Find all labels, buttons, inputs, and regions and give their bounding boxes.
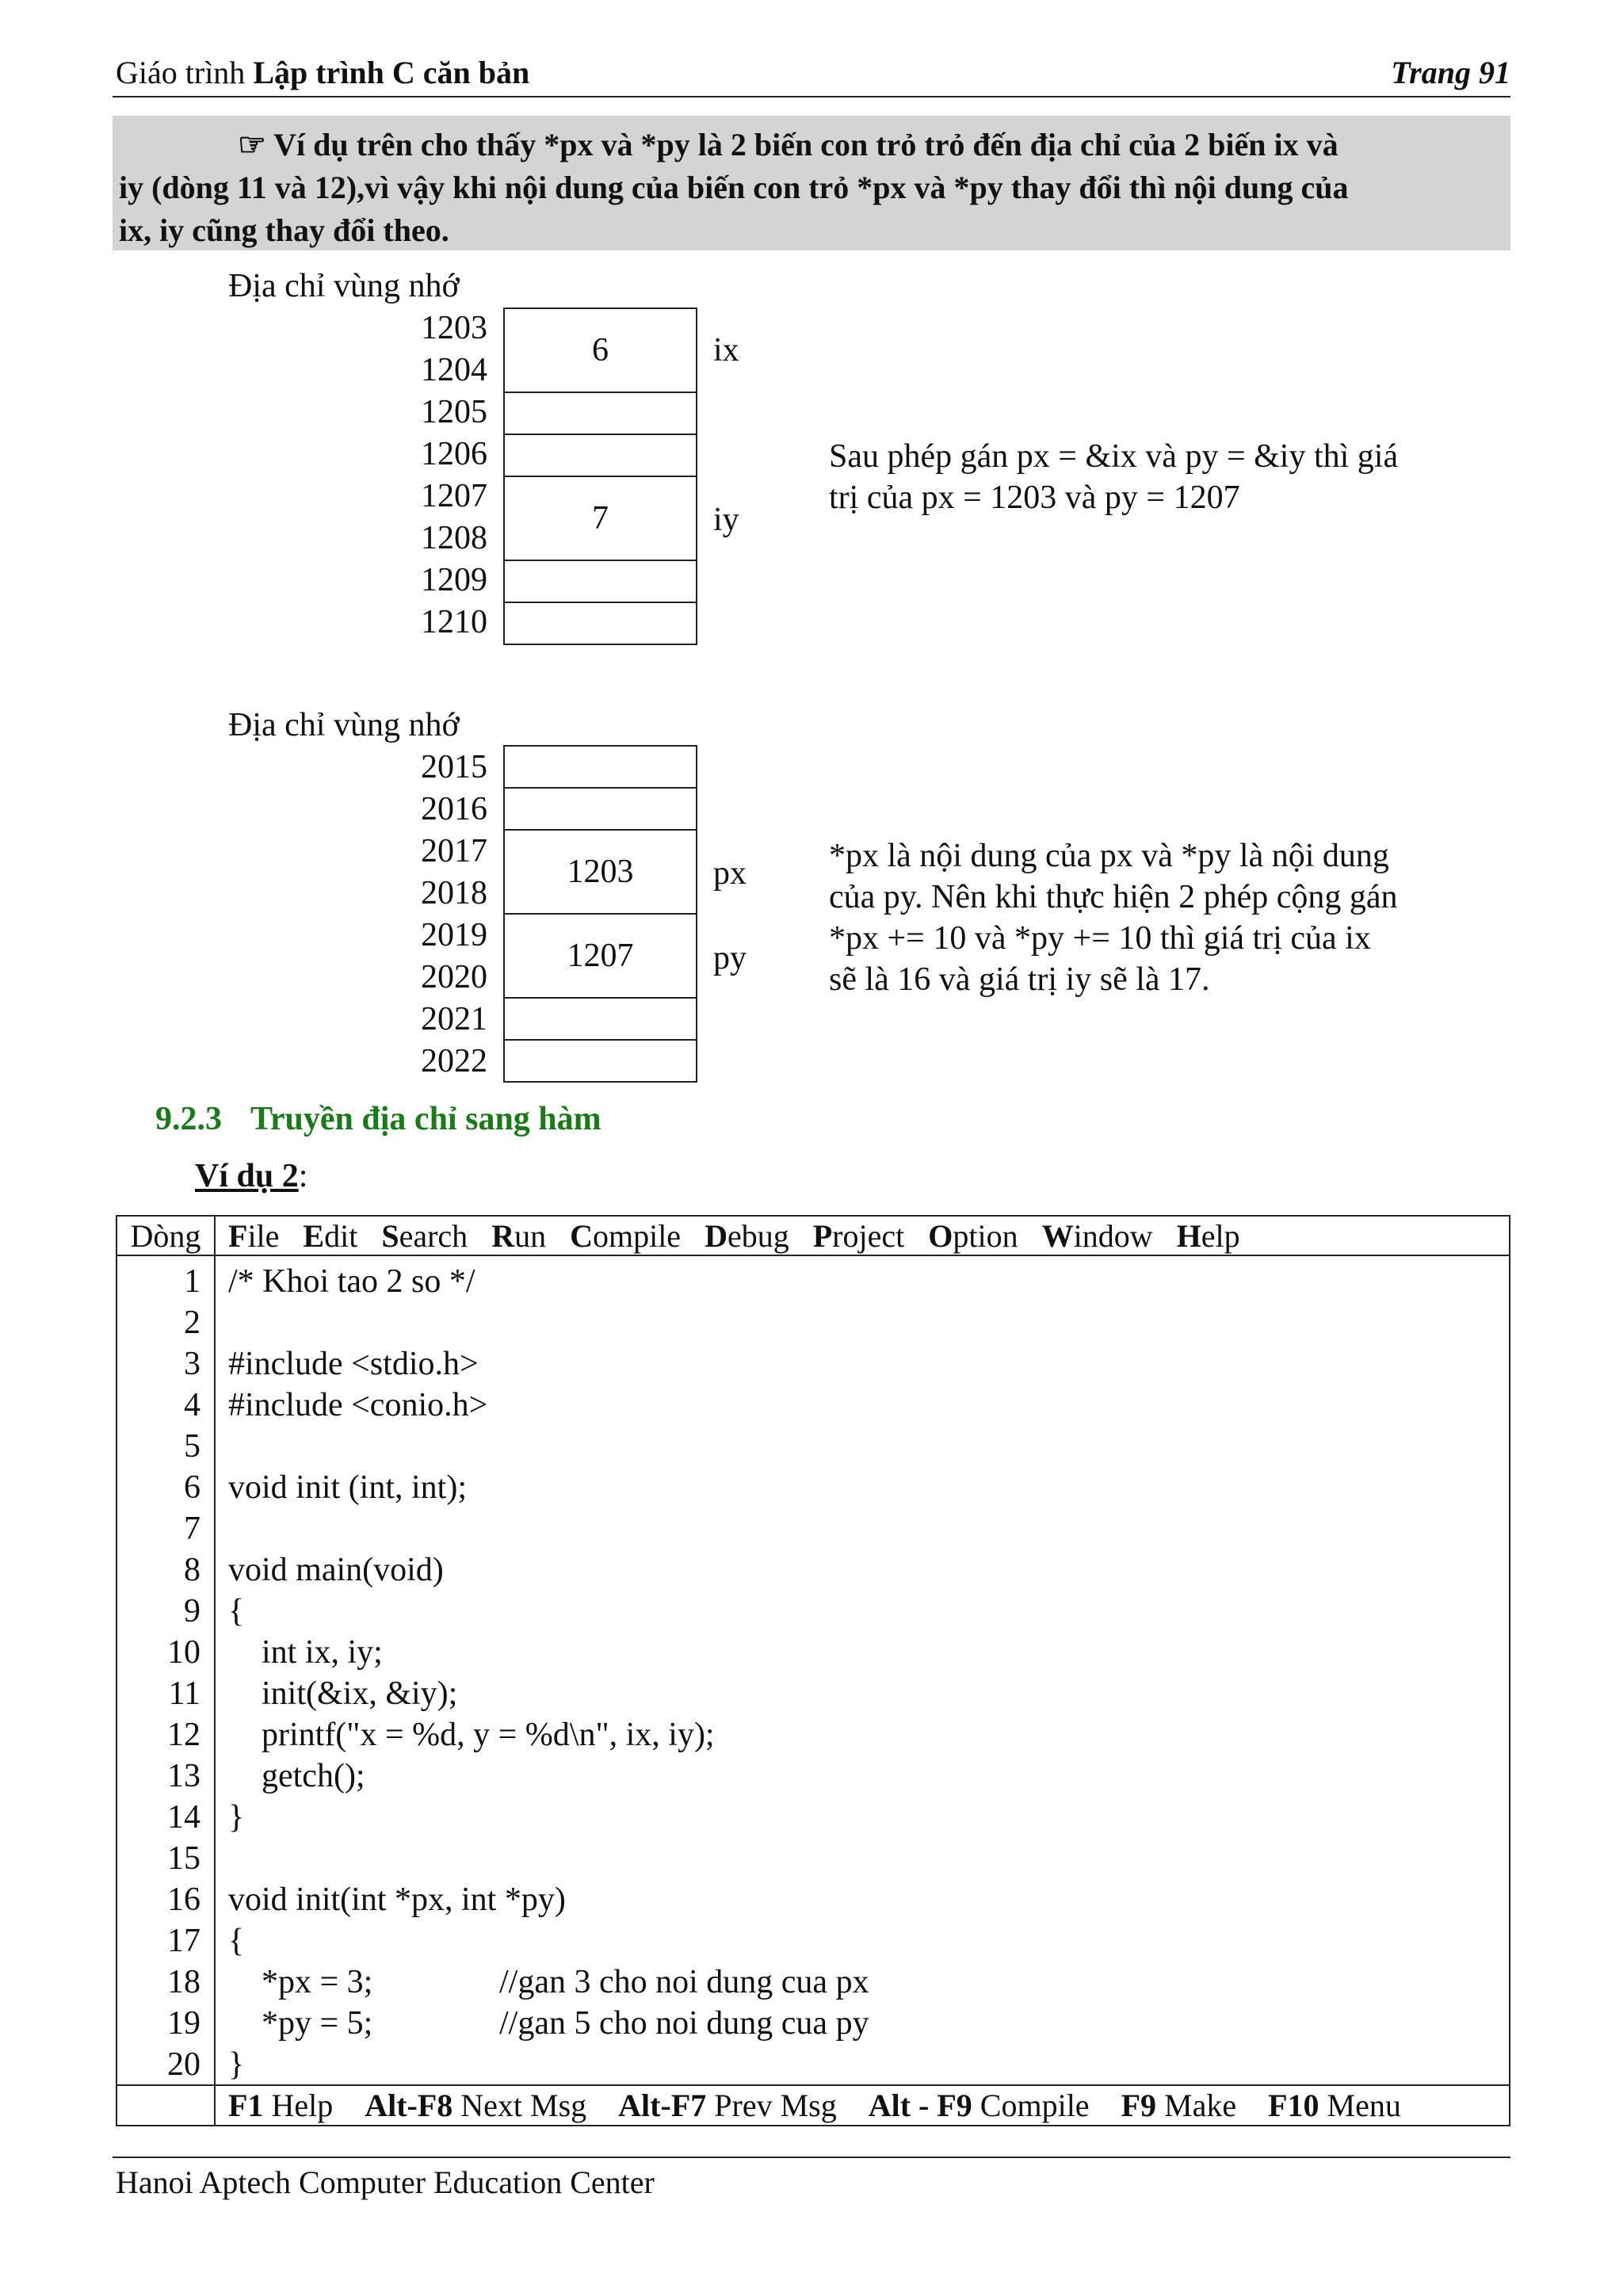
header-rule xyxy=(113,96,1510,97)
section-title: Truyền địa chỉ sang hàm xyxy=(250,1101,601,1137)
address-label: 2017 xyxy=(421,833,487,869)
line-number: 19 xyxy=(167,2005,200,2042)
pointing-hand-icon: ☞ xyxy=(238,127,266,162)
line-number: 9 xyxy=(184,1593,200,1629)
cell-value: 6 xyxy=(592,332,609,369)
code-line: #include <conio.h> xyxy=(228,1387,488,1423)
menu-search[interactable]: Search xyxy=(381,1218,468,1254)
menu-compile[interactable]: Compile xyxy=(570,1218,682,1254)
line-number: 3 xyxy=(184,1346,200,1382)
variable-label: px xyxy=(713,855,747,892)
menu-project[interactable]: Project xyxy=(812,1218,905,1254)
example-colon: : xyxy=(298,1158,308,1194)
header-course-title: Lập trình C căn bản xyxy=(253,55,530,90)
note-line-1 xyxy=(119,124,1504,166)
code-line: int ix, iy; xyxy=(228,1634,383,1671)
code-line: } xyxy=(228,1799,245,1836)
footer-rule xyxy=(113,2157,1510,2158)
variable-label: ix xyxy=(713,332,739,369)
diagram-description xyxy=(829,436,1479,518)
address-label: 1210 xyxy=(421,604,487,640)
memory-cell-empty xyxy=(503,997,697,1041)
variable-label: py xyxy=(713,940,747,976)
code-line: printf("x = %d, y = %d\n", ix, iy); xyxy=(228,1717,715,1753)
note-line-2: iy (dòng 11 và 12),vì vậy khi nội dung của biến con trỏ *px và *py thay đổi thì nội dung của xyxy=(119,170,1349,205)
note-line-3: ix, iy cũng thay đổi theo. xyxy=(119,212,449,248)
address-label: 1206 xyxy=(421,436,487,472)
description-line: của py. Nên khi thực hiện 2 phép cộng gán xyxy=(829,879,1398,915)
address-label: 2018 xyxy=(421,875,487,911)
line-number: 18 xyxy=(167,1964,200,2000)
status-help[interactable]: F1 Help xyxy=(228,2088,334,2123)
line-number: 1 xyxy=(184,1263,200,1300)
memory-cell-empty xyxy=(503,602,697,645)
note-box xyxy=(113,116,1510,250)
variable-label: iy xyxy=(713,502,739,538)
diagram-description xyxy=(829,835,1479,1000)
memory-cell-empty xyxy=(503,1039,697,1083)
address-label: 2022 xyxy=(421,1043,487,1079)
editor-statusbar xyxy=(228,2086,1401,2126)
line-number: 17 xyxy=(167,1923,200,1959)
memory-cell-empty xyxy=(503,392,697,435)
menu-debug[interactable]: Debug xyxy=(705,1218,789,1254)
line-number: 2 xyxy=(184,1305,200,1341)
memory-cell-px xyxy=(503,829,697,915)
code-line: void init(int *px, int *py) xyxy=(228,1881,566,1918)
address-label: 1204 xyxy=(421,352,487,388)
menu-file[interactable]: File xyxy=(228,1218,280,1254)
header-prefix: Giáo trình xyxy=(116,55,254,90)
line-column-header: Dòng xyxy=(130,1218,201,1254)
code-comment: //gan 3 cho noi dung cua px xyxy=(499,1964,869,2000)
line-number: 4 xyxy=(184,1387,200,1423)
description-line: *px += 10 và *py += 10 thì giá trị của ix xyxy=(829,920,1371,957)
memory-cell-empty xyxy=(503,787,697,831)
code-line: /* Khoi tao 2 so */ xyxy=(228,1263,475,1300)
page-number: Trang 91 xyxy=(1391,55,1510,90)
code-line: { xyxy=(228,1923,245,1959)
code-line: void init (int, int); xyxy=(228,1469,467,1506)
note-line-1-text: Ví dụ trên cho thấy *px và *py là 2 biến con trỏ trỏ đến địa chỉ của 2 biến ix và xyxy=(273,127,1338,162)
status-menu[interactable]: F10 Menu xyxy=(1268,2088,1401,2123)
code-line: init(&ix, &iy); xyxy=(228,1675,458,1712)
line-number: 12 xyxy=(167,1717,200,1753)
menu-run[interactable]: Run xyxy=(491,1218,547,1254)
menu-option[interactable]: Option xyxy=(928,1218,1018,1254)
memory-cell-empty xyxy=(503,560,697,603)
example-label xyxy=(195,1157,307,1195)
status-prev-msg[interactable]: Alt-F7 Prev Msg xyxy=(618,2088,837,2123)
status-compile[interactable]: Alt - F9 Compile xyxy=(868,2088,1090,2123)
page-footer: Hanoi Aptech Computer Education Center xyxy=(116,2164,655,2200)
line-number: 7 xyxy=(184,1511,200,1547)
description-line: *px là nội dung của px và *py là nội dung xyxy=(829,838,1389,874)
cell-value: 7 xyxy=(592,500,609,537)
line-number: 6 xyxy=(184,1469,200,1506)
diagram-title: Địa chỉ vùng nhớ xyxy=(228,707,460,743)
example-label-text: Ví dụ 2 xyxy=(195,1158,299,1194)
memory-cell-empty xyxy=(503,745,697,789)
menu-window[interactable]: Window xyxy=(1041,1218,1153,1254)
memory-cell-iy xyxy=(503,476,697,561)
description-line: sẽ là 16 và giá trị iy sẽ là 17. xyxy=(829,961,1210,998)
cell-value: 1207 xyxy=(567,938,634,974)
code-comment: //gan 5 cho noi dung cua py xyxy=(499,2005,869,2042)
address-label: 2021 xyxy=(421,1001,487,1037)
address-label: 1205 xyxy=(421,394,487,430)
code-line: } xyxy=(228,2046,245,2083)
line-number: 11 xyxy=(168,1675,200,1712)
editor-menubar xyxy=(228,1217,1240,1256)
line-number: 16 xyxy=(167,1881,200,1918)
address-label: 1208 xyxy=(421,520,487,556)
address-label: 1209 xyxy=(421,562,487,598)
menu-help[interactable]: Help xyxy=(1176,1218,1240,1254)
code-line: void main(void) xyxy=(228,1552,444,1588)
line-number: 20 xyxy=(167,2046,200,2083)
menu-edit[interactable]: Edit xyxy=(303,1218,358,1254)
description-line: Sau phép gán px = &ix và py = &iy thì giá xyxy=(829,438,1399,475)
line-number: 5 xyxy=(184,1428,200,1465)
code-line: *py = 5; xyxy=(228,2005,373,2042)
section-number: 9.2.3 xyxy=(155,1101,222,1137)
line-number: 10 xyxy=(167,1634,200,1671)
address-label: 2020 xyxy=(421,959,487,995)
line-number: 14 xyxy=(167,1799,200,1836)
memory-cell-ix xyxy=(503,308,697,393)
line-number: 8 xyxy=(184,1552,200,1588)
code-line: #include <stdio.h> xyxy=(228,1346,479,1382)
header-course xyxy=(116,54,529,91)
code-editor-table xyxy=(116,1215,1510,2126)
address-label: 2019 xyxy=(421,917,487,953)
status-make[interactable]: F9 Make xyxy=(1121,2088,1237,2123)
address-label: 1203 xyxy=(421,310,487,346)
cell-value: 1203 xyxy=(567,854,634,890)
code-line: *px = 3; xyxy=(228,1964,373,2000)
line-number: 13 xyxy=(167,1758,200,1794)
address-label: 2015 xyxy=(421,749,487,785)
section-heading xyxy=(155,1100,601,1138)
memory-cell-py xyxy=(503,913,697,999)
address-label: 2016 xyxy=(421,791,487,827)
address-label: 1207 xyxy=(421,478,487,514)
line-number: 15 xyxy=(167,1840,200,1877)
code-line: getch(); xyxy=(228,1758,365,1794)
memory-cell-empty xyxy=(503,434,697,477)
status-next-msg[interactable]: Alt-F8 Next Msg xyxy=(365,2088,587,2123)
line-number-divider xyxy=(214,1217,216,2125)
diagram-title: Địa chỉ vùng nhớ xyxy=(228,268,460,304)
code-line: { xyxy=(228,1593,245,1629)
description-line: trị của px = 1203 và py = 1207 xyxy=(829,479,1240,516)
